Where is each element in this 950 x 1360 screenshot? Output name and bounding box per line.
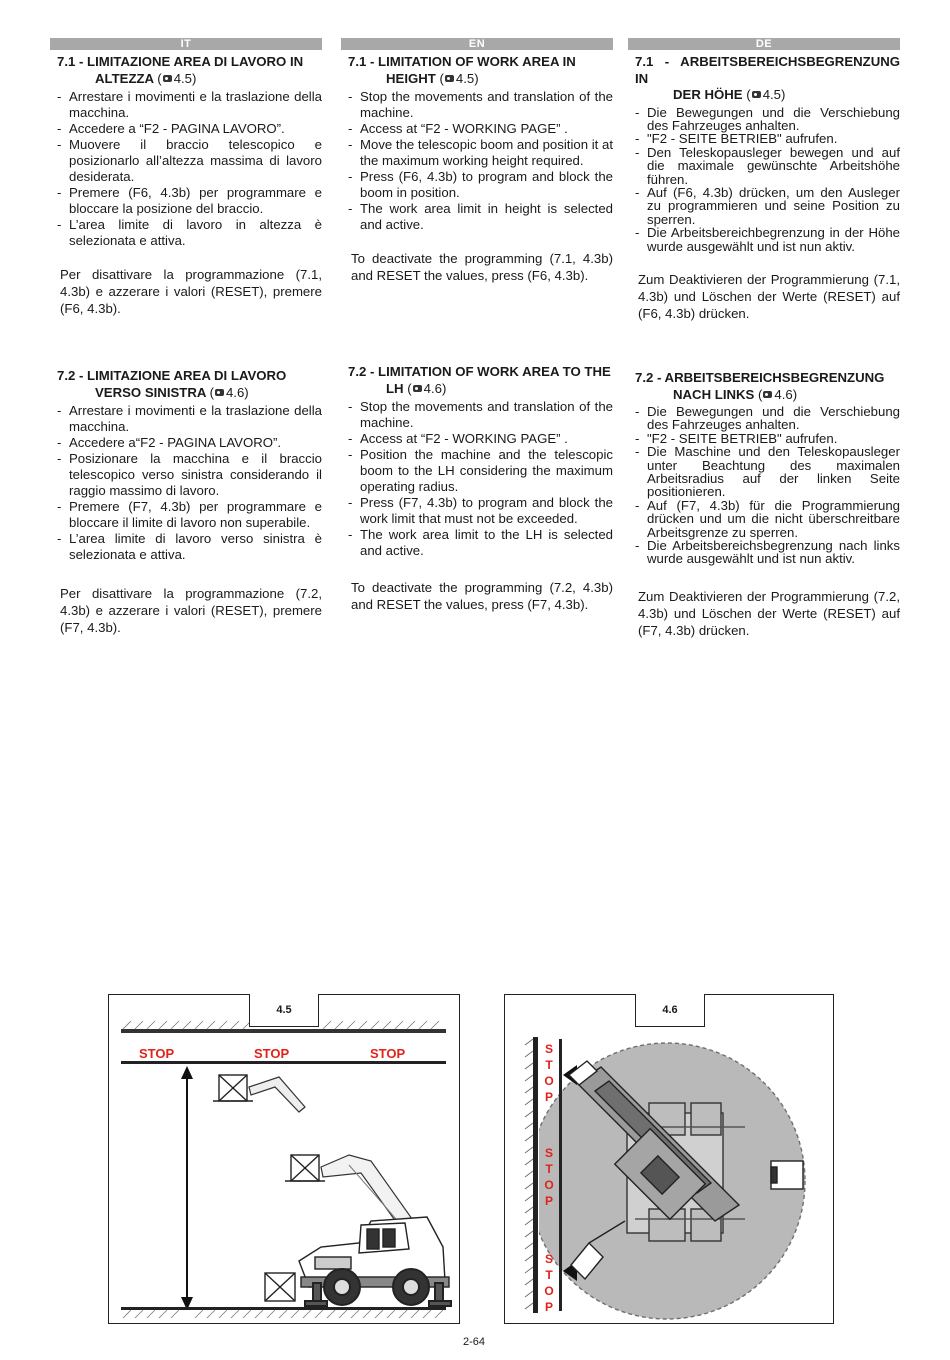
- list-item: - L’area limite di lavoro verso sinistra è selezionata e attiva.: [57, 531, 322, 563]
- svg-text:P: P: [544, 1300, 554, 1314]
- crate-bottom: [265, 1273, 295, 1301]
- deactivate-paragraph: Per disattivare la programmazione (7.2, 4.3b) e azzerare i valori (RESET), premere (F7, 4.3b).: [60, 586, 322, 635]
- svg-text:P: P: [544, 1194, 554, 1208]
- section-title-number: 7.2 - LIMITATION OF WORK AREA TO THE: [348, 364, 611, 379]
- svg-text:T: T: [545, 1058, 553, 1072]
- section-7-2-de: [628, 370, 900, 639]
- section-title: [341, 364, 613, 397]
- deactivate-paragraph: Zum Deaktivieren der Programmierung (7.1, 4.3b) und Löschen der Werte (RESET) auf (F6, 4.3b) drücken.: [638, 271, 900, 321]
- list-item: - Auf (F6, 4.3b) drücken, um den Ausleger zu programmieren und seine Position zu sperren.: [635, 186, 900, 226]
- svg-text:S: S: [544, 1252, 554, 1266]
- crate-middle: [285, 1155, 325, 1181]
- section-7-1-it: [50, 54, 322, 317]
- instruction-list: [50, 89, 322, 249]
- section-title-number: 7.2 - LIMITAZIONE AREA DI LAVORO: [57, 368, 287, 383]
- list-item: - Access at “F2 - WORKING PAGE” .: [348, 431, 613, 447]
- list-item: - "F2 - SEITE BETRIEB" aufrufen.: [635, 432, 900, 445]
- instruction-list: [341, 89, 613, 233]
- list-item: - Die Bewegungen und die Verschiebung des Fahrzeuges anhalten.: [635, 405, 900, 432]
- deactivate-paragraph: To deactivate the programming (7.2, 4.3b) and RESET the values, press (F7, 4.3b).: [351, 580, 613, 612]
- section-7-1-de: [628, 54, 900, 322]
- list-item: - Accedere a“F2 - PAGINA LAVORO”.: [57, 435, 322, 451]
- language-bar-de: DE: [628, 38, 900, 50]
- language-bar-it: IT: [50, 38, 322, 50]
- right-outrigger: [771, 1161, 803, 1189]
- list-item: - Premere (F7, 4.3b) per programmare e bloccare il limite di lavoro non superabile.: [57, 499, 322, 531]
- reference-icon: [752, 91, 761, 98]
- left-limit-line: [559, 1039, 562, 1311]
- list-item: - Position the machine and the telescopic boom to the LH considering the maximum operating radius.: [348, 447, 613, 495]
- reference-icon: [413, 385, 422, 392]
- instruction-list: [50, 403, 322, 563]
- deactivate-paragraph: To deactivate the programming (7.1, 4.3b) and RESET the values, press (F6, 4.3b).: [351, 251, 613, 283]
- list-item: - "F2 - SEITE BETRIEB" aufrufen.: [635, 132, 900, 145]
- section-title: [341, 54, 613, 87]
- deactivate-paragraph: Zum Deaktivieren der Programmierung (7.2, 4.3b) und Löschen der Werte (RESET) auf (F7, 4.3b) drücken.: [638, 588, 900, 638]
- arrow-up: [181, 1066, 193, 1079]
- page-number: 2-64: [463, 1336, 486, 1348]
- list-item: - Premere (F6, 4.3b) per programmare e bloccare la posizione del braccio.: [57, 185, 322, 217]
- section-title-number: 7.1 - LIMITATION OF WORK AREA IN: [348, 54, 576, 69]
- deactivate-paragraph: Per disattivare la programmazione (7.1, 4.3b) e azzerare i valori (RESET), premere (F6, 4.3b).: [60, 267, 322, 316]
- stop-vertical-top: [544, 1042, 553, 1104]
- ground-line: [121, 1307, 446, 1310]
- svg-text:P: P: [544, 1090, 554, 1104]
- svg-text:S: S: [544, 1146, 554, 1160]
- list-item: - Press (F7, 4.3b) to program and block the work limit that must not be exceeded.: [348, 495, 613, 527]
- section-title-number: 7.1 - ARBEITSBEREICHSBEGRENZUNG IN: [635, 54, 900, 86]
- list-item: - Auf (F7, 4.3b) für die Programmierung drücken und um die nicht überschreitbare Arbeitsgrenze zu sperren.: [635, 499, 900, 539]
- svg-text:O: O: [544, 1074, 554, 1088]
- section-title: [50, 368, 322, 401]
- list-item: - The work area limit to the LH is selected and active.: [348, 527, 613, 559]
- ceiling-line: [121, 1029, 446, 1033]
- left-wall: [533, 1037, 538, 1313]
- section-title-rest: DER HÖHE: [673, 87, 743, 102]
- list-item: - Accedere a “F2 - PAGINA LAVORO”.: [57, 121, 322, 137]
- column-german: [628, 38, 900, 638]
- boom-tip-raised: [249, 1077, 305, 1112]
- list-item: - Access at “F2 - WORKING PAGE” .: [348, 121, 613, 137]
- list-item: - Posizionare la macchina e il braccio telescopico verso sinistra considerando il raggio massimo di lavoro.: [57, 451, 322, 499]
- reference-icon: [215, 389, 224, 396]
- figure-tag: 4.5: [249, 994, 319, 1027]
- section-title: [50, 54, 322, 87]
- list-item: - The work area limit in height is selected and active.: [348, 201, 613, 233]
- section-title-rest: NACH LINKS: [673, 386, 755, 402]
- svg-text:S: S: [544, 1042, 554, 1056]
- language-bar-en: EN: [341, 38, 613, 50]
- svg-text:T: T: [545, 1162, 553, 1176]
- reference-icon: [445, 75, 454, 82]
- svg-text:O: O: [544, 1284, 554, 1298]
- reference-icon: [763, 391, 772, 398]
- height-limit-illustration: [109, 995, 459, 1323]
- list-item: - Die Arbeitsbereichbegrenzung in der Höhe wurde ausgewählt und ist nun aktiv.: [635, 226, 900, 253]
- section-title: [628, 370, 900, 403]
- section-title-rest: ALTEZZA: [95, 70, 154, 86]
- svg-text:O: O: [544, 1178, 554, 1192]
- section-title-number: 7.2 - ARBEITSBEREICHSBEGRENZUNG: [635, 370, 885, 385]
- section-title-rest: LH: [386, 380, 404, 396]
- section-title-rest: VERSO SINISTRA: [95, 384, 206, 400]
- instruction-list: [628, 106, 900, 253]
- section-7-2-it: [50, 368, 322, 636]
- list-item: - Arrestare i movimenti e la traslazione della macchina.: [57, 89, 322, 121]
- list-item: - Move the telescopic boom and position it at the maximum working height required.: [348, 137, 613, 169]
- wall-hatch: [525, 1039, 533, 1309]
- figure-reference: ( 4.6): [758, 386, 798, 402]
- reference-icon: [163, 75, 172, 82]
- figure-reference: ( 4.5): [439, 70, 479, 86]
- height-limit-line: [121, 1061, 446, 1064]
- svg-text:T: T: [545, 1268, 553, 1282]
- list-item: - Die Maschine und den Teleskopausleger unter Beachtung des maximalen Arbeitsradius auf der linken Seite positionieren.: [635, 445, 900, 499]
- list-item: - Muovere il braccio telescopico e posizionarlo all’altezza massima di lavoro desiderata.: [57, 137, 322, 185]
- stop-label-left: STOP: [139, 1046, 175, 1061]
- list-item: - Den Teleskopausleger bewegen und auf die maximale gewünschte Arbeitshöhe führen.: [635, 146, 900, 186]
- section-title: [628, 54, 900, 104]
- section-7-2-en: [341, 364, 613, 613]
- list-item: - Stop the movements and translation of the machine.: [348, 399, 613, 431]
- figure-reference: ( 4.5): [746, 87, 786, 102]
- ground-hatch: [123, 1310, 443, 1318]
- section-title-rest: HEIGHT: [386, 70, 436, 86]
- instruction-list: [628, 405, 900, 566]
- instruction-list: [341, 399, 613, 559]
- figure-reference: ( 4.6): [407, 380, 447, 396]
- stop-vertical-bottom: [544, 1252, 553, 1314]
- list-item: - Die Arbeitsbereichsbegrenzung nach links wurde ausgewählt und ist nun aktiv.: [635, 539, 900, 566]
- stop-label-right: STOP: [370, 1046, 406, 1061]
- section-title-number: 7.1 - LIMITAZIONE AREA DI LAVORO IN: [57, 54, 304, 69]
- list-item: - Arrestare i movimenti e la traslazione della macchina.: [57, 403, 322, 435]
- figure-4-5: [108, 994, 460, 1324]
- list-item: - Press (F6, 4.3b) to program and block the boom in position.: [348, 169, 613, 201]
- stop-label-center: STOP: [254, 1046, 290, 1061]
- figure-reference: ( 4.6): [209, 384, 249, 400]
- figure-reference: ( 4.5): [157, 70, 197, 86]
- column-english: [341, 38, 613, 612]
- section-7-1-en: [341, 54, 613, 284]
- list-item: - L’area limite di lavoro in altezza è selezionata e attiva.: [57, 217, 322, 249]
- list-item: - Die Bewegungen und die Verschiebung des Fahrzeuges anhalten.: [635, 106, 900, 133]
- figure-4-6: [504, 994, 834, 1324]
- figure-tag: 4.6: [635, 994, 705, 1027]
- crate-top: [213, 1075, 253, 1101]
- column-italian: [50, 38, 322, 635]
- list-item: - Stop the movements and translation of the machine.: [348, 89, 613, 121]
- left-limit-illustration: [505, 995, 833, 1323]
